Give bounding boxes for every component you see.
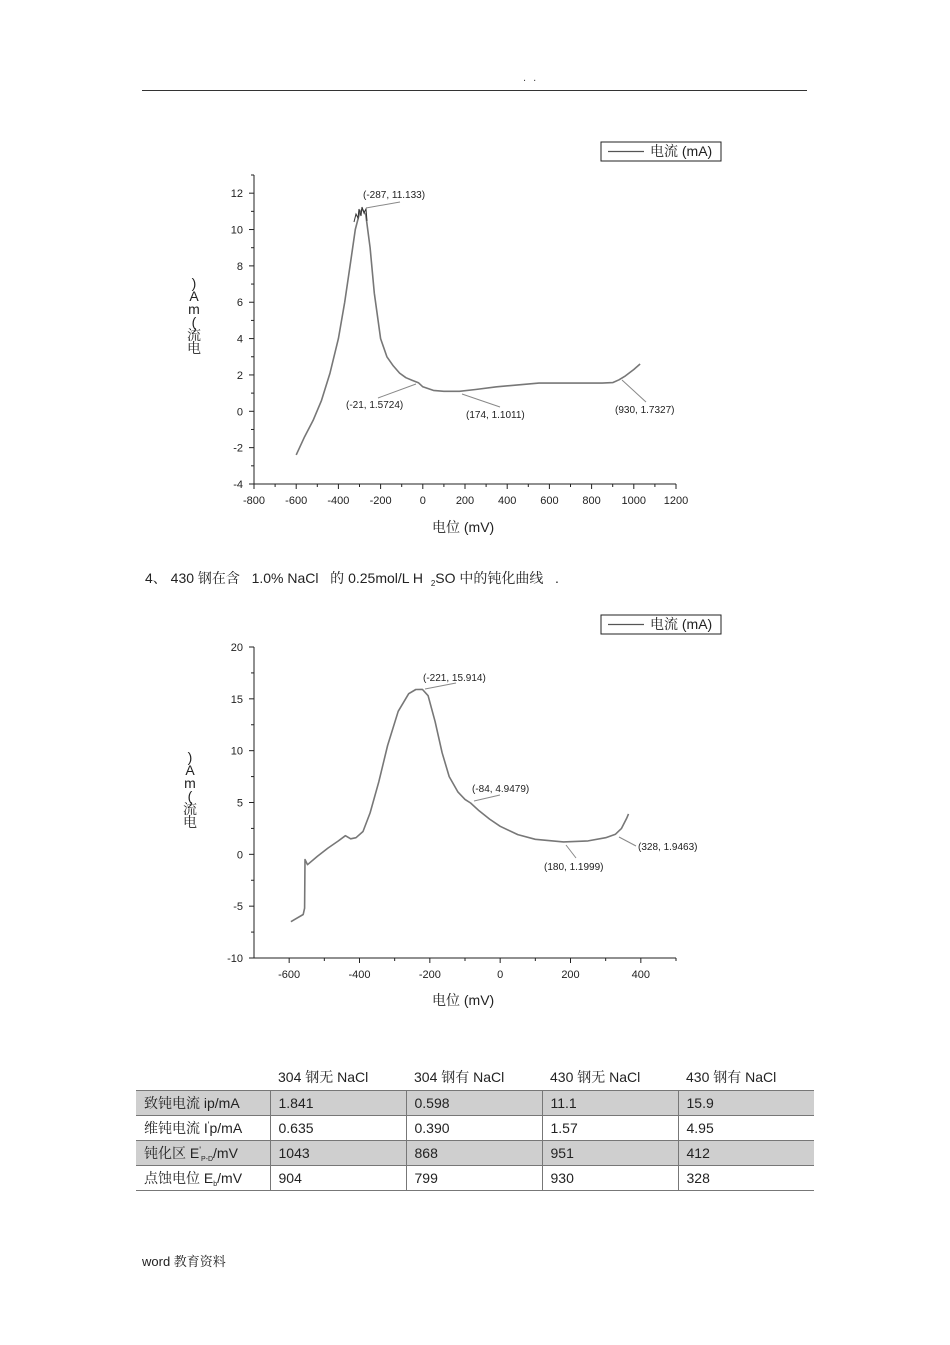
leader-line-1 bbox=[366, 202, 400, 208]
y-axis-label-char: 流 bbox=[187, 327, 201, 343]
table-cell: 1.57 bbox=[542, 1116, 678, 1141]
table-cell: 0.635 bbox=[270, 1116, 406, 1141]
row-label-subscript: b bbox=[213, 1181, 218, 1188]
table-row bbox=[136, 1116, 814, 1141]
leader-line-4 bbox=[622, 380, 646, 402]
x-axis-label: 电位 (mV) bbox=[432, 992, 495, 1008]
y-axis-label-char: ) bbox=[187, 749, 193, 765]
x-tick-label: -400 bbox=[327, 495, 350, 507]
y-axis-label bbox=[187, 275, 201, 356]
header-dots: . . bbox=[523, 72, 539, 84]
annotation-peak: (-221, 15.914) bbox=[423, 673, 486, 684]
y-tick-label: -2 bbox=[233, 442, 243, 455]
y-ticks bbox=[231, 175, 254, 491]
row-label-superscript: ' bbox=[207, 1120, 210, 1130]
chart-1-passivation-curve bbox=[0, 130, 950, 540]
leader-line-4 bbox=[619, 837, 636, 846]
series-line-current bbox=[291, 689, 629, 921]
table-header-row bbox=[136, 1064, 814, 1091]
y-axis-label-char: ( bbox=[187, 788, 193, 804]
row-label-tail: /mV bbox=[213, 1145, 238, 1161]
table-cell: 868 bbox=[406, 1141, 542, 1166]
footer-text: word 教育资料 bbox=[142, 1254, 226, 1269]
table-cell: 1043 bbox=[270, 1141, 406, 1166]
x-tick-label: 0 bbox=[497, 969, 504, 981]
caption-suffix: SO 中的钝化曲线 . bbox=[435, 570, 559, 586]
table-cell: 11.1 bbox=[542, 1091, 678, 1116]
results-table bbox=[136, 1064, 814, 1191]
x-tick-label: 400 bbox=[631, 969, 651, 981]
annotation-point-2: (-84, 4.9479) bbox=[472, 784, 530, 795]
table-header-cell bbox=[136, 1064, 270, 1091]
table-header-cell: 304 钢有 NaCl bbox=[406, 1064, 542, 1091]
leader-line-2 bbox=[474, 795, 500, 801]
axes bbox=[254, 647, 676, 958]
y-tick-label: 4 bbox=[236, 333, 243, 346]
x-tick-label: 800 bbox=[582, 495, 601, 507]
y-ticks bbox=[227, 642, 254, 965]
y-tick-label: 8 bbox=[236, 260, 243, 273]
row-label-text: 维钝电流 I bbox=[144, 1120, 208, 1136]
row-label-subscript: P-D bbox=[200, 1156, 214, 1163]
y-tick-label: 2 bbox=[236, 369, 243, 382]
y-axis-label-char: A bbox=[189, 288, 199, 304]
x-tick-label: -400 bbox=[348, 969, 371, 981]
row-label-tail: /mV bbox=[217, 1170, 243, 1186]
row-label-tail: p/mA bbox=[209, 1120, 243, 1136]
legend-label: 电流 (mA) bbox=[650, 616, 713, 632]
table-row bbox=[136, 1141, 814, 1166]
table-cell: 4.95 bbox=[678, 1116, 814, 1141]
row-label-text: 致钝电流 ip/mA bbox=[144, 1095, 240, 1111]
annotation-point-4: (328, 1.9463) bbox=[638, 842, 698, 853]
x-tick-label: -200 bbox=[369, 495, 392, 507]
y-axis-label-char: 电 bbox=[187, 340, 201, 356]
table-cell: 799 bbox=[406, 1166, 542, 1191]
table-cell: 328 bbox=[678, 1166, 814, 1191]
y-tick-label: 10 bbox=[230, 224, 243, 237]
x-tick-label: -800 bbox=[242, 495, 266, 507]
caption-subscript: 2 bbox=[430, 579, 436, 588]
table-cell: 15.9 bbox=[678, 1091, 814, 1116]
leader-line-2 bbox=[378, 384, 416, 398]
y-tick-label: -4 bbox=[233, 479, 243, 491]
y-axis-label-char: ( bbox=[191, 314, 197, 330]
annotation-point-3: (180, 1.1999) bbox=[544, 862, 604, 873]
x-tick-label: 1000 bbox=[621, 495, 647, 507]
x-tick-label: 0 bbox=[419, 495, 426, 507]
table-cell: 0.390 bbox=[406, 1116, 542, 1141]
row-label bbox=[136, 1116, 270, 1141]
x-tick-label: -600 bbox=[278, 969, 301, 981]
table-cell: 930 bbox=[542, 1166, 678, 1191]
table-header-cell: 304 钢无 NaCl bbox=[270, 1064, 406, 1091]
y-axis-label-char: ) bbox=[191, 275, 197, 291]
row-label bbox=[136, 1091, 270, 1116]
annotation-point-2: (-21, 1.5724) bbox=[346, 400, 404, 411]
leader-line-3 bbox=[462, 394, 500, 407]
y-tick-label: -10 bbox=[227, 953, 243, 965]
y-tick-label: 0 bbox=[236, 849, 243, 862]
x-tick-label: 1200 bbox=[663, 495, 689, 507]
x-axis-label: 电位 (mV) bbox=[432, 519, 495, 535]
x-ticks bbox=[243, 484, 688, 507]
y-tick-label: 5 bbox=[236, 797, 243, 810]
axes bbox=[254, 175, 676, 484]
row-label bbox=[136, 1166, 270, 1191]
table-cell: 951 bbox=[542, 1141, 678, 1166]
annotation-peak: (-287, 11.133) bbox=[363, 190, 426, 201]
table-header-cell: 430 钢有 NaCl bbox=[678, 1064, 814, 1091]
annotation-point-4: (930, 1.7327) bbox=[615, 405, 675, 416]
legend-label: 电流 (mA) bbox=[650, 143, 713, 159]
x-ticks bbox=[278, 958, 676, 981]
leader-line-3 bbox=[566, 845, 576, 858]
figure-caption bbox=[145, 568, 559, 588]
y-tick-label: 6 bbox=[236, 297, 243, 310]
x-tick-label: -200 bbox=[418, 969, 441, 981]
y-tick-label: 10 bbox=[230, 745, 243, 758]
y-tick-label: 15 bbox=[230, 693, 243, 706]
x-tick-label: 400 bbox=[498, 495, 517, 507]
row-label-superscript: ' bbox=[199, 1145, 201, 1155]
annotation-point-3: (174, 1.1011) bbox=[466, 410, 525, 421]
y-tick-label: 12 bbox=[230, 188, 243, 201]
table-header-cell: 430 钢无 NaCl bbox=[542, 1064, 678, 1091]
y-tick-label: 20 bbox=[230, 642, 243, 654]
table-row bbox=[136, 1166, 814, 1191]
y-tick-label: -5 bbox=[233, 901, 243, 914]
y-axis-label-char: m bbox=[188, 301, 200, 317]
table-cell: 1.841 bbox=[270, 1091, 406, 1116]
y-axis-label-char: 流 bbox=[183, 801, 197, 817]
x-tick-label: 200 bbox=[561, 969, 580, 981]
x-tick-label: 200 bbox=[455, 495, 475, 507]
table-cell: 0.598 bbox=[406, 1091, 542, 1116]
x-tick-label: -600 bbox=[285, 495, 308, 507]
x-tick-label: 600 bbox=[540, 495, 559, 507]
table-row bbox=[136, 1091, 814, 1116]
table-cell: 904 bbox=[270, 1166, 406, 1191]
y-tick-label: 0 bbox=[236, 406, 243, 419]
row-label-text: 钝化区 E bbox=[144, 1145, 200, 1161]
caption-prefix: 4、 430 钢在含 1.0% NaCl 的 0.25mol/L H bbox=[145, 570, 431, 586]
y-axis-label-char: A bbox=[185, 762, 195, 778]
table-cell: 412 bbox=[678, 1141, 814, 1166]
y-axis-label bbox=[183, 749, 197, 830]
row-label bbox=[136, 1141, 270, 1166]
header-rule bbox=[142, 90, 807, 91]
row-label-text: 点蚀电位 E bbox=[144, 1170, 214, 1186]
y-axis-label-char: m bbox=[184, 775, 196, 791]
y-axis-label-char: 电 bbox=[183, 814, 197, 830]
chart-2-passivation-curve bbox=[0, 605, 950, 1015]
